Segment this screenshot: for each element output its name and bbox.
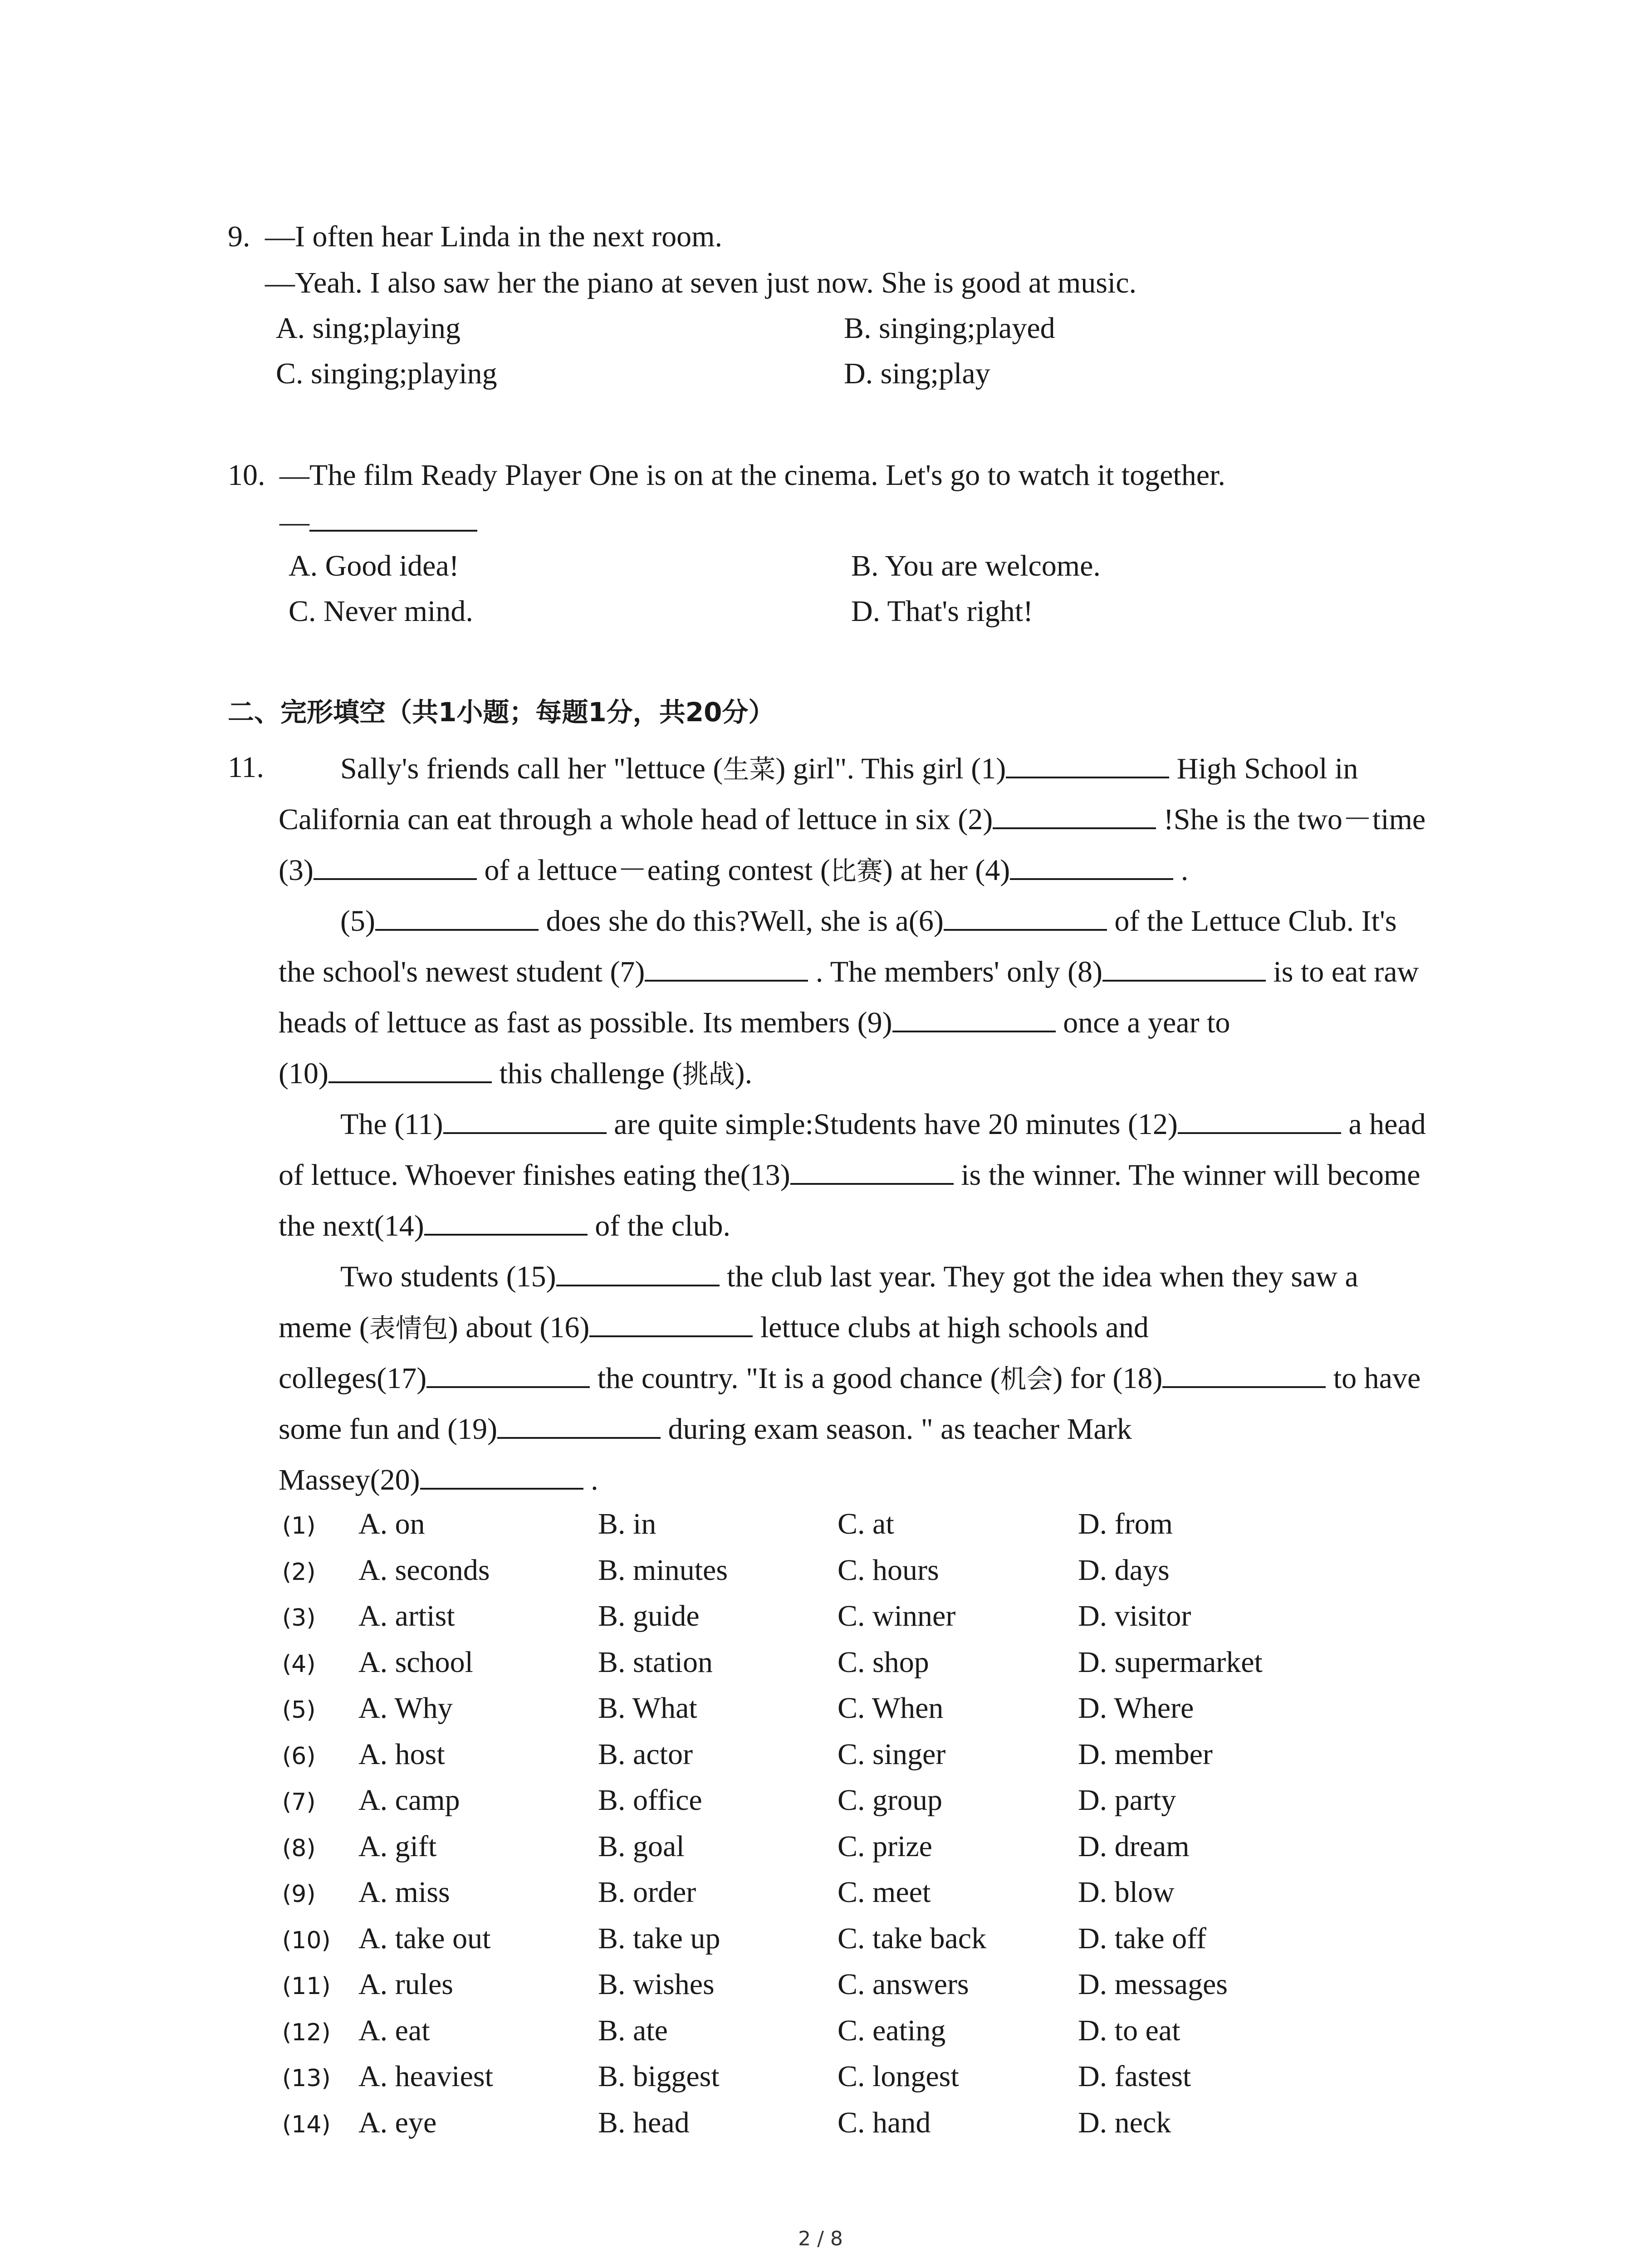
option-d[interactable]: D. visitor [1078,1599,1191,1633]
question-11-number: 11. [228,751,265,784]
option-a[interactable]: A. heaviest [358,2060,493,2093]
option-b[interactable]: B. order [598,1876,696,1909]
option-a[interactable]: A. seconds [358,1554,490,1587]
option-a[interactable]: A. host [358,1738,445,1771]
cloze-option-row [0,2013,1361,2049]
blank-17[interactable] [426,1359,590,1388]
passage-line-5: the school's newest student (7) . The members' only (8) is to eat raw [279,953,1419,990]
option-b[interactable]: B. wishes [598,1968,715,2001]
option-row-number: (1) [282,1512,316,1540]
option-c[interactable]: C. shop [838,1646,929,1679]
passage-line-2: California can eat through a whole head of lettuce in six (2) !She is the two－time [279,800,1425,838]
cloze-option-row [0,1921,1361,1957]
option-row-number: (10) [282,1927,331,1954]
option-a[interactable]: A. rules [358,1968,453,2001]
option-a[interactable]: A. camp [358,1784,460,1817]
cloze-option-row [0,2105,1361,2141]
option-a[interactable]: A. on [358,1507,425,1540]
option-b[interactable]: B. station [598,1646,713,1679]
question-9-option-d: D. sing;play [844,357,990,390]
page-number: 2 / 8 [798,2227,843,2250]
option-b[interactable]: B. office [598,1784,702,1817]
blank-16[interactable] [589,1308,753,1337]
option-d[interactable]: D. neck [1078,2106,1171,2139]
question-9-option-b: B. singing;played [844,312,1055,345]
option-d[interactable]: D. Where [1078,1691,1194,1725]
option-c[interactable]: C. longest [838,2060,959,2093]
blank-4[interactable] [1010,851,1173,880]
option-b[interactable]: B. What [598,1691,697,1725]
cloze-option-row [0,1598,1361,1634]
passage-line-11: Two students (15) the club last year. They got the idea when they saw a [340,1257,1358,1295]
option-row-number: (11) [282,1973,331,2000]
option-c[interactable]: C. answers [838,1968,969,2001]
question-9-line-2: —Yeah. I also saw her the piano at seven just now. She is good at music. [265,266,1137,299]
option-c[interactable]: C. take back [838,1922,987,1955]
option-d[interactable]: D. days [1078,1554,1170,1587]
question-10-dash: — [279,505,309,538]
option-c[interactable]: C. meet [838,1876,931,1909]
cloze-option-row [0,1966,1361,2003]
passage-line-4: (5) does she do this?Well, she is a(6) of the Lettuce Club. It's [340,902,1397,939]
question-10-option-a: A. Good idea! [289,549,459,582]
option-d[interactable]: D. supermarket [1078,1646,1263,1679]
option-d[interactable]: D. to eat [1078,2014,1181,2047]
option-b[interactable]: B. guide [598,1599,700,1633]
option-c[interactable]: C. winner [838,1599,956,1633]
question-9-option-c: C. singing;playing [276,357,497,390]
blank-11[interactable] [443,1105,607,1134]
blank-13[interactable] [790,1156,954,1185]
option-row-number: (4) [282,1651,316,1678]
option-a[interactable]: A. eye [358,2106,437,2139]
option-d[interactable]: D. fastest [1078,2060,1191,2093]
option-row-number: (7) [282,1789,316,1816]
option-d[interactable]: D. member [1078,1738,1213,1771]
option-c[interactable]: C. eating [838,2014,946,2047]
option-b[interactable]: B. actor [598,1738,693,1771]
option-a[interactable]: A. artist [358,1599,455,1633]
option-row-number: (6) [282,1743,316,1770]
cloze-option-row [0,1644,1361,1681]
blank-6[interactable] [944,902,1107,931]
passage-line-12: meme (表情包) about (16) lettuce clubs at high schools and [279,1308,1149,1346]
option-d[interactable]: D. party [1078,1784,1176,1817]
option-a[interactable]: A. miss [358,1876,450,1909]
blank-10[interactable] [328,1054,492,1083]
option-c[interactable]: C. hand [838,2106,931,2139]
option-b[interactable]: B. in [598,1507,656,1540]
blank-14[interactable] [424,1207,588,1236]
cloze-option-row [0,1690,1361,1726]
option-c[interactable]: C. When [838,1691,944,1725]
passage-line-9: of lettuce. Whoever finishes eating the(13) is the winner. The winner will become [279,1156,1421,1193]
question-10-line-1: —The film Ready Player One is on at the cinema. Let's go to watch it together. [279,459,1225,492]
answer-blank[interactable] [309,503,477,532]
option-d[interactable]: D. blow [1078,1876,1175,1909]
option-row-number: (13) [282,2065,331,2092]
option-b[interactable]: B. biggest [598,2060,720,2093]
option-row-number: (5) [282,1696,316,1724]
option-a[interactable]: A. gift [358,1830,437,1863]
question-10-number: 10. [228,459,265,492]
blank-7[interactable] [645,953,808,982]
cloze-option-row [0,1736,1361,1773]
option-row-number: (9) [282,1881,316,1908]
passage-line-13: colleges(17) the country. "It is a good chance (机会) for (18) to have [279,1359,1421,1397]
option-c[interactable]: C. group [838,1784,942,1817]
blank-12[interactable] [1178,1105,1341,1134]
option-c[interactable]: C. singer [838,1738,946,1771]
question-9-line-1: —I often hear Linda in the next room. [265,220,723,253]
cloze-option-row [0,1828,1361,1865]
cloze-option-row [0,1506,1361,1542]
blank-3[interactable] [314,851,477,880]
blank-9[interactable] [892,1003,1056,1032]
passage-line-6: heads of lettuce as fast as possible. Its members (9) once a year to [279,1003,1230,1041]
option-a[interactable]: A. Why [358,1691,453,1725]
cloze-option-row [0,1782,1361,1818]
option-b[interactable]: B. head [598,2106,690,2139]
option-a[interactable]: A. school [358,1646,473,1679]
option-d[interactable]: D. dream [1078,1830,1190,1863]
passage-line-10: the next(14) of the club. [279,1207,730,1244]
question-9-option-a: A. sing;playing [276,312,460,345]
blank-15[interactable] [556,1257,720,1286]
option-row-number: (8) [282,1835,316,1862]
option-c[interactable]: C. hours [838,1554,939,1587]
option-a[interactable]: A. take out [358,1922,491,1955]
question-10-option-c: C. Never mind. [289,595,473,628]
option-c[interactable]: C. at [838,1507,894,1540]
blank-18[interactable] [1162,1359,1326,1388]
option-row-number: (2) [282,1559,316,1586]
question-10-option-b: B. You are welcome. [851,549,1101,582]
question-10-option-d: D. That's right! [851,595,1034,628]
cloze-option-row [0,1552,1361,1589]
passage-line-14: some fun and (19) during exam season. " as teacher Mark [279,1410,1132,1447]
passage-line-1: Sally's friends call her "lettuce (生菜) girl". This girl (1) High School in [340,749,1358,787]
option-row-number: (14) [282,2111,331,2138]
option-d[interactable]: D. take off [1078,1922,1206,1955]
option-row-number: (3) [282,1604,316,1632]
question-10-line-2 [279,503,477,540]
option-d[interactable]: D. from [1078,1507,1173,1540]
option-b[interactable]: B. goal [598,1830,685,1863]
passage-line-7: (10) this challenge (挑战). [279,1054,752,1092]
passage-line-15: Massey(20) . [279,1461,598,1498]
option-d[interactable]: D. messages [1078,1968,1228,2001]
blank-2[interactable] [993,800,1156,829]
option-a[interactable]: A. eat [358,2014,430,2047]
blank-20[interactable] [420,1461,583,1490]
blank-8[interactable] [1102,953,1266,982]
cloze-option-row [0,2058,1361,2095]
option-b[interactable]: B. take up [598,1922,720,1955]
question-9-number: 9. [228,220,250,253]
blank-19[interactable] [497,1410,661,1439]
section-title: 二、完形填空（共1小题；每题1分，共20分） [228,697,775,728]
option-b[interactable]: B. ate [598,2014,668,2047]
option-b[interactable]: B. minutes [598,1554,728,1587]
option-c[interactable]: C. prize [838,1830,932,1863]
passage-line-3: (3) of a lettuce－eating contest (比赛) at her (4) . [279,851,1188,889]
blank-5[interactable] [375,902,539,931]
cloze-option-row [0,1874,1361,1911]
passage-line-8: The (11) are quite simple:Students have 20 minutes (12) a head [340,1105,1426,1143]
blank-1[interactable] [1006,749,1169,778]
option-row-number: (12) [282,2019,331,2046]
